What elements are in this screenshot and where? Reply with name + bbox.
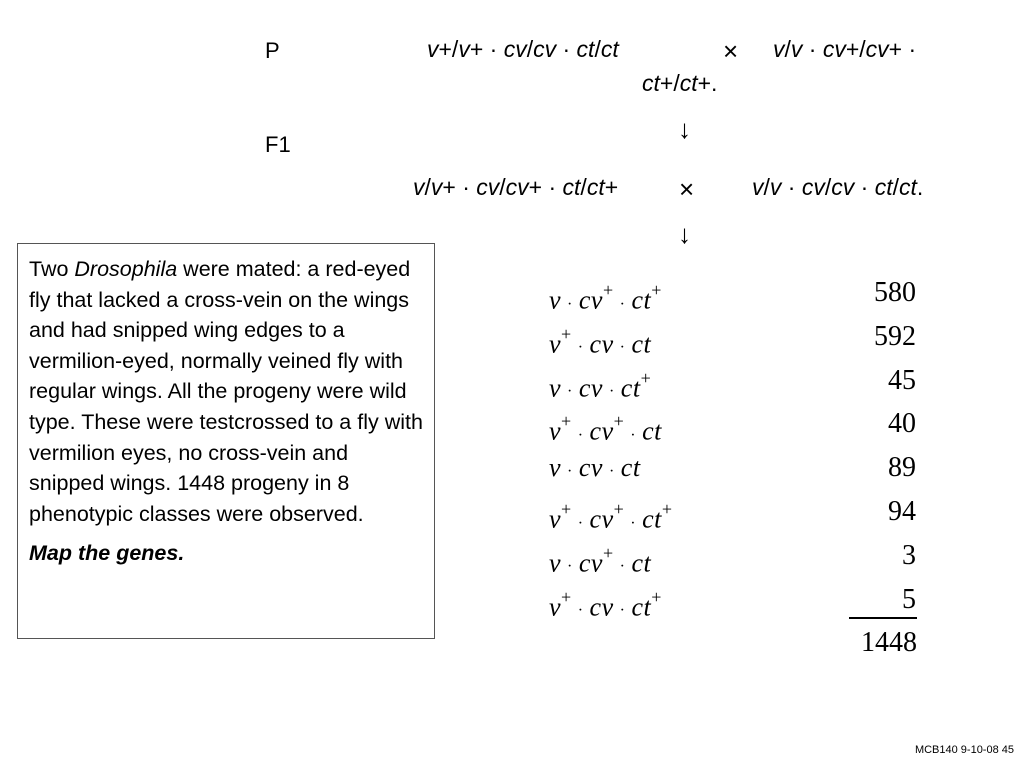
progeny-row (549, 407, 921, 451)
progeny-count: 5 (902, 583, 916, 615)
progeny-row (549, 320, 921, 364)
gene-symbol: ct (562, 174, 581, 200)
generation-label-f1: F1 (265, 132, 291, 157)
gene-symbol: ct (631, 329, 652, 359)
genotype-separator: · (577, 339, 584, 357)
genotype-separator: · (802, 36, 823, 62)
gene-symbol: ct (620, 453, 641, 483)
genotype-separator: · (567, 558, 573, 576)
genotype-separator: / (784, 36, 791, 62)
genotype-separator: +/ (659, 70, 680, 96)
progeny-genotype (549, 583, 662, 629)
genotype-separator: · (854, 174, 875, 200)
genotype-separator: · (567, 463, 573, 481)
progeny-count: 3 (902, 539, 916, 571)
progeny-genotype (549, 451, 641, 489)
genotype-separator: + (604, 174, 619, 200)
wild-type-superscript: + (613, 498, 625, 519)
genotype-separator: / (526, 36, 534, 62)
gene-symbol: ct (679, 70, 698, 96)
gene-symbol: cv (801, 174, 825, 200)
wild-type-superscript: + (661, 498, 673, 519)
problem-text (29, 254, 423, 529)
gene-symbol: cv (578, 548, 603, 578)
gene-symbol: ct (642, 504, 662, 534)
progeny-row (549, 276, 921, 320)
progeny-genotype (549, 407, 662, 453)
genotype-separator: + · (888, 36, 917, 62)
gene-symbol: cv (589, 592, 614, 622)
gene-symbol: cv (476, 174, 500, 200)
genotype-separator: · (567, 383, 573, 401)
gene-symbol: v (549, 285, 562, 315)
genotype-separator: · (619, 339, 626, 357)
genotype-separator: · (608, 463, 615, 481)
species-name: Drosophila (74, 257, 178, 281)
wild-type-superscript: + (613, 411, 625, 432)
progeny-count: 580 (874, 277, 916, 308)
gene-symbol: v (773, 36, 785, 62)
genotype-separator: · (577, 602, 584, 620)
genotype-separator: · (619, 558, 626, 576)
progeny-genotype (549, 495, 673, 541)
gene-symbol: cv (831, 174, 855, 200)
genotype-separator: / (594, 36, 601, 62)
cross-times-sign-2: × (679, 174, 695, 204)
gene-symbol: v (752, 174, 764, 200)
genotype-separator: / (824, 174, 832, 200)
gene-symbol: cv (505, 174, 529, 200)
genotype-separator: · (556, 36, 577, 62)
gene-symbol: cv (578, 453, 603, 483)
cross-times-sign-1: × (723, 36, 739, 66)
genotype-separator: · (619, 295, 626, 313)
genotype-separator: · (577, 427, 584, 445)
gene-symbol: cv (822, 36, 846, 62)
gene-symbol: cv (578, 285, 603, 315)
down-arrow-icon-2: ↓ (678, 219, 691, 249)
genotype-separator: · (781, 174, 802, 200)
gene-symbol: v (427, 36, 439, 62)
progeny-row (549, 364, 921, 408)
down-arrow-icon-1: ↓ (678, 114, 691, 144)
genotype-separator: / (892, 174, 899, 200)
progeny-table (549, 276, 921, 626)
genotype-separator: · (619, 602, 626, 620)
gene-symbol: cv (503, 36, 527, 62)
wild-type-superscript: + (602, 542, 614, 563)
progeny-count: 45 (888, 364, 916, 396)
f1-genotype (413, 174, 618, 201)
gene-symbol: v (549, 453, 562, 483)
wild-type-superscript: + (561, 586, 572, 607)
gene-symbol: cv (578, 373, 603, 403)
gene-symbol: cv (589, 504, 614, 534)
gene-symbol: cv (589, 329, 614, 359)
wild-type-superscript: + (651, 586, 662, 607)
genotype-separator: / (424, 174, 431, 200)
progeny-genotype (549, 364, 651, 410)
gene-symbol: ct (631, 592, 652, 622)
gene-symbol: v (769, 174, 782, 200)
gene-symbol: v (549, 504, 562, 534)
gene-symbol: cv (533, 36, 557, 62)
gene-symbol: ct (898, 174, 917, 200)
progeny-count: 94 (888, 495, 916, 527)
gene-symbol: ct (642, 70, 660, 96)
gene-symbol: ct (642, 417, 662, 447)
wild-type-superscript: + (561, 498, 572, 519)
gene-symbol: ct (600, 36, 619, 62)
progeny-row (549, 539, 921, 583)
genotype-separator: / (499, 174, 506, 200)
genotype-separator: / (763, 174, 770, 200)
gene-symbol: v (790, 36, 803, 62)
gene-symbol: v (549, 373, 562, 403)
gene-symbol: v (549, 548, 562, 578)
gene-symbol: v (549, 329, 562, 359)
gene-symbol: ct (631, 548, 652, 578)
wild-type-superscript: + (602, 280, 614, 300)
wild-type-superscript: + (651, 280, 662, 300)
genotype-separator: +/ (438, 36, 459, 62)
genotype-separator: · (577, 514, 584, 532)
progeny-count: 89 (888, 452, 916, 484)
generation-label-p: P (265, 38, 280, 63)
gene-symbol: v (458, 36, 470, 62)
gene-symbol: ct (586, 174, 605, 200)
wild-type-superscript: + (561, 411, 572, 432)
gene-symbol: v (413, 174, 425, 200)
gene-symbol: ct (576, 36, 595, 62)
slide-footer: MCB140 9-10-08 45 (914, 744, 1014, 756)
gene-symbol: cv (865, 36, 889, 62)
progeny-total: 1448 (861, 627, 917, 658)
gene-symbol: ct (620, 373, 641, 403)
genotype-separator: + · (528, 174, 563, 200)
parent-genotype-1 (427, 36, 619, 63)
genotype-separator: · (567, 295, 573, 313)
progeny-count: 40 (888, 408, 916, 440)
wild-type-superscript: + (640, 367, 652, 388)
genotype-separator: · (630, 427, 637, 445)
genotype-separator: +. (697, 70, 718, 96)
genotype-separator: + · (442, 174, 477, 200)
genotype-separator: · (630, 514, 637, 532)
progeny-genotype (549, 539, 651, 585)
genotype-separator: / (580, 174, 587, 200)
genotype-separator: . (916, 174, 924, 200)
gene-symbol: v (430, 174, 443, 200)
genotype-separator: · (608, 383, 615, 401)
problem-text-before: Two (29, 257, 75, 281)
genotype-separator: + · (469, 36, 504, 62)
progeny-row (549, 495, 921, 539)
parent-genotype-2-line2 (642, 70, 717, 97)
gene-symbol: cv (589, 417, 614, 447)
progeny-count: 592 (874, 320, 916, 352)
progeny-genotype (549, 276, 662, 322)
progeny-row (549, 451, 921, 495)
tester-genotype (752, 174, 923, 201)
parent-genotype-2-line1 (773, 36, 916, 63)
problem-text-after: were mated: a red-eyed fly that lacked a cross-vein on the wings and had snipped wing edges to a vermilion-eyed, normally veined fly with regular wings. All the progeny were wild type. These were testcrossed to a fly with vermilion eyes, no cross-vein and snipped wings. 1448 progeny in 8 phenotypic classes were observed. (29, 257, 423, 526)
gene-symbol: ct (631, 285, 652, 315)
problem-question: Map the genes. (29, 541, 185, 566)
genotype-separator: +/ (845, 36, 866, 62)
problem-statement-box (17, 243, 435, 639)
wild-type-superscript: + (561, 323, 572, 344)
gene-symbol: ct (874, 174, 893, 200)
progeny-genotype (549, 320, 651, 366)
gene-symbol: v (549, 592, 562, 622)
gene-symbol: v (549, 417, 562, 447)
progeny-row (549, 583, 921, 627)
sum-rule (849, 617, 917, 619)
